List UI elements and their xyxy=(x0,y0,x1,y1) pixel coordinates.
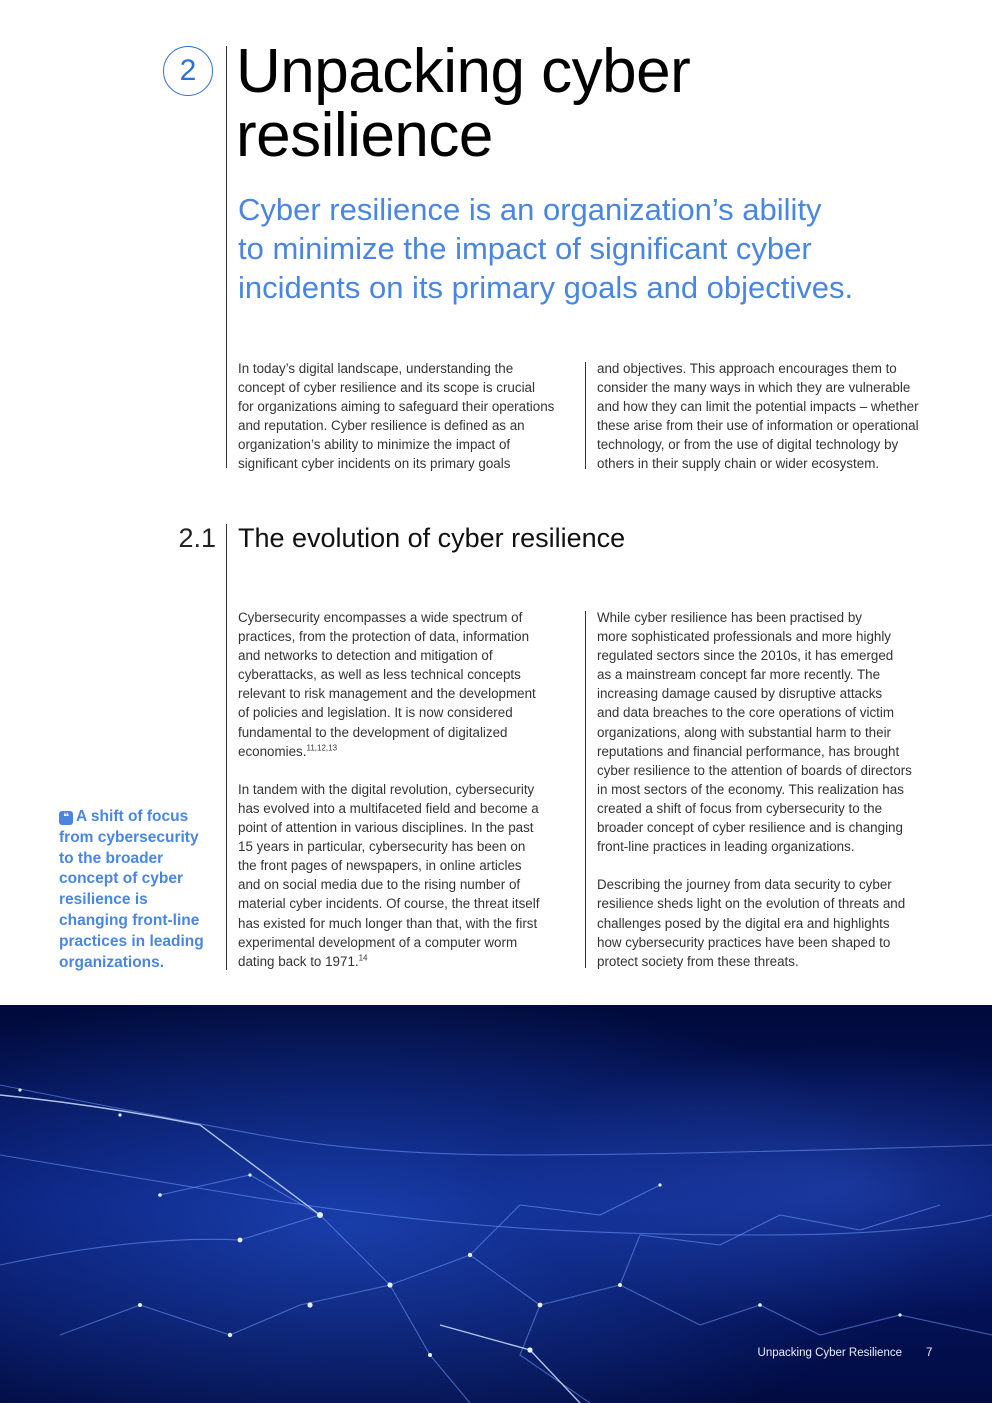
intro-left-line: for organizations aiming to safeguard their operations xyxy=(238,399,555,415)
body-line: fundamental to the development of digitalized xyxy=(238,724,508,740)
pull-quote-line xyxy=(59,807,219,828)
body-line xyxy=(238,952,578,971)
body-line: practices, from the protection of data, information xyxy=(238,629,530,645)
body-line: organizations, along with substantial harm to their xyxy=(597,724,892,740)
body-line xyxy=(238,742,578,761)
body-line: broader concept of cyber resilience and is changing xyxy=(597,820,903,836)
chapter-title-line: Unpacking cyber xyxy=(236,37,691,106)
intro-right-line: technology, or from the use of digital technology by xyxy=(597,437,899,453)
body-line: point of attention in various disciplines. In the past xyxy=(238,820,534,836)
body-line: 15 years in particular, cybersecurity has been on xyxy=(238,839,526,855)
pull-quote xyxy=(59,807,219,973)
pull-quote-line: from cybersecurity xyxy=(59,828,199,846)
body-line: regulated sectors since the 2010s, it has emerged xyxy=(597,648,894,664)
body-line: material cyber incidents. Of course, the threat itself xyxy=(238,896,540,912)
footnote-refs[interactable]: 11,12,13 xyxy=(306,743,338,753)
body-line: In tandem with the digital revolution, cybersecurity xyxy=(238,781,535,797)
running-title: Unpacking Cyber Resilience xyxy=(757,1347,902,1359)
paragraph-gap xyxy=(238,761,578,780)
body-line: Describing the journey from data security to cyber xyxy=(597,877,892,893)
lead-line: Cyber resilience is an organization’s ability xyxy=(238,192,822,227)
body-line: how cybersecurity practices have been shaped to xyxy=(597,934,891,950)
body-line: experimental development of a computer worm xyxy=(238,934,518,950)
pull-quote-line: organizations. xyxy=(59,953,165,971)
body-line: more sophisticated professionals and more highly xyxy=(597,629,892,645)
footnote-refs[interactable]: 14 xyxy=(358,953,368,963)
body-line: has evolved into a multifaceted field and become a xyxy=(238,800,539,816)
chapter-title-line: resilience xyxy=(236,101,493,170)
pull-quote-line: practices in leading xyxy=(59,932,204,950)
intro-right-line: these arise from their use of information or operational xyxy=(597,418,919,434)
pull-quote-line: concept of cyber xyxy=(59,870,184,888)
pull-quote-line: resilience is xyxy=(59,891,148,909)
intro-right-line: and objectives. This approach encourages them to xyxy=(597,361,897,376)
body-line: relevant to risk management and the development xyxy=(238,686,536,702)
intro-left-line: In today’s digital landscape, understanding the xyxy=(238,361,514,376)
chapter-lead xyxy=(238,190,938,307)
intro-left-line: concept of cyber resilience and its scope is crucial xyxy=(238,380,535,396)
intro-left-line: and reputation. Cyber resilience is defined as an xyxy=(238,418,525,434)
lead-line: to minimize the impact of significant cyber xyxy=(238,231,812,266)
section-vertical-rule xyxy=(226,524,227,970)
network-mesh-image xyxy=(0,1005,992,1403)
pull-quote-text: A shift of focus xyxy=(76,808,189,825)
paragraph-gap xyxy=(597,856,942,875)
body-line: and on social media due to the rising number of xyxy=(238,877,521,893)
body-line: of policies and legislation. It is now considered xyxy=(238,705,513,721)
intro-left-line: significant cyber incidents on its primary goals xyxy=(238,456,511,472)
lead-line: incidents on its primary goals and objectives. xyxy=(238,270,854,305)
body-line: challenges posed by the digital era and highlights xyxy=(597,915,890,931)
body-line: has existed for much longer than that, with the first xyxy=(238,915,538,931)
chapter-number-badge: 2 xyxy=(163,46,213,96)
intro-left-line: organization’s ability to minimize the impact of xyxy=(238,437,511,453)
section-number: 2.1 xyxy=(178,523,216,553)
section-left-column xyxy=(238,608,578,971)
body-line: cyberattacks, as well as less technical concepts xyxy=(238,667,521,683)
section-column-divider xyxy=(585,611,586,968)
body-line: created a shift of focus from cybersecurity to the xyxy=(597,800,883,816)
body-line: as a mainstream concept far more recently. The xyxy=(597,667,881,683)
intro-right-line: consider the many ways in which they are vulnerable xyxy=(597,380,911,396)
body-line: increasing damage caused by disruptive attacks xyxy=(597,686,883,702)
pull-quote-line: changing front-line xyxy=(59,911,200,929)
page-number: 7 xyxy=(926,1347,933,1359)
body-text: dating back to 1971. xyxy=(238,953,359,969)
body-line: and networks to detection and mitigation of xyxy=(238,648,493,664)
quote-icon: ❝ xyxy=(59,811,73,825)
body-line: front-line practices in leading organizations. xyxy=(597,839,855,855)
header-vertical-rule xyxy=(226,46,227,468)
chapter-title xyxy=(236,37,956,170)
intro-right-column xyxy=(597,359,942,474)
intro-left-column xyxy=(238,359,578,474)
body-line: in most sectors of the economy. This realization has xyxy=(597,781,904,797)
section-right-column xyxy=(597,608,942,971)
body-line: cyber resilience to the attention of boards of directors xyxy=(597,762,912,778)
body-line: While cyber resilience has been practised by xyxy=(597,610,862,625)
body-line: the front pages of newspapers, in online articles xyxy=(238,858,522,874)
section-title: The evolution of cyber resilience xyxy=(238,523,626,553)
network-mesh-illustration xyxy=(0,1005,992,1403)
body-line: protect society from these threats. xyxy=(597,953,799,969)
body-line: and data breaches to the core operations of victim xyxy=(597,705,895,721)
intro-column-divider xyxy=(585,362,586,469)
body-line: resilience sheds light on the evolution of threats and xyxy=(597,896,906,912)
intro-right-line: and how they can limit the potential impacts – whether xyxy=(597,399,919,415)
body-text: economies. xyxy=(238,743,307,759)
body-line: reputations and financial performance, has brought xyxy=(597,743,900,759)
pull-quote-line: to the broader xyxy=(59,849,164,867)
intro-right-line: others in their supply chain or wider ecosystem. xyxy=(597,456,880,472)
body-line: Cybersecurity encompasses a wide spectrum of xyxy=(238,610,523,625)
